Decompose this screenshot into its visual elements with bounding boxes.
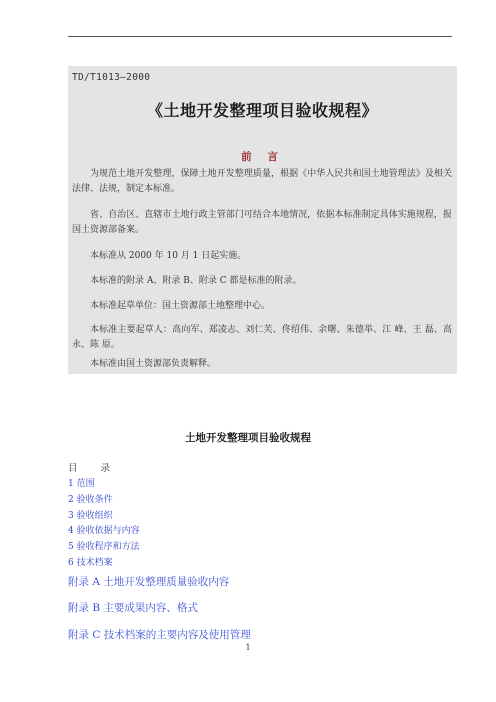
- foreword-paragraph: 为规范土地开发整理，保障土地开发整理质量，根据《中华人民共和国土地管理法》及相关法律、法规，制定本标准。: [72, 169, 452, 194]
- foreword-paragraph: 本标准主要起草人：高向军、郑凌志、刘仁芙、佟绍伟、余曙、朱德举、江 峰、王 磊、高 永、陈 原。: [72, 325, 452, 350]
- toc-link-appendix-c[interactable]: 附录 C 技术档案的主要内容及使用管理: [68, 629, 251, 641]
- toc-link-conditions[interactable]: 2 验收条件: [68, 495, 113, 505]
- toc-link-scope[interactable]: 1 范围: [68, 479, 95, 489]
- foreword-paragraph: 省、自治区、直辖市土地行政主管部门可结合本地情况，依据本标准制定具体实施规程，报国土资源部备案。: [72, 210, 452, 235]
- top-rule: [68, 36, 452, 37]
- toc-link-basis-content[interactable]: 4 验收依据与内容: [68, 526, 140, 536]
- foreword-block: [68, 66, 457, 374]
- page-number: 1: [245, 643, 251, 652]
- toc-link-archives[interactable]: 6 技术档案: [68, 558, 113, 568]
- toc-link-appendix-a[interactable]: 附录 A 土地开发整理质量验收内容: [68, 576, 230, 588]
- foreword-paragraph: 本标准起草单位：国土资源部土地整理中心。: [90, 301, 271, 311]
- foreword-paragraph: 本标准由国土资源部负责解释。: [90, 359, 217, 369]
- toc-link-appendix-b[interactable]: 附录 B 主要成果内容、格式: [68, 602, 198, 614]
- document-title: 《土地开发整理项目验收规程》: [146, 101, 378, 120]
- section-title: 土地开发整理项目验收规程: [185, 432, 311, 444]
- foreword-paragraph: 本标准从 2000 年 10 月 1 日起实施。: [90, 251, 247, 261]
- standard-code: TD/T1013—2000: [72, 72, 151, 83]
- toc-heading: 目 录: [68, 463, 121, 474]
- toc-link-procedure[interactable]: 5 验收程序和方法: [68, 542, 140, 552]
- toc-link-organization[interactable]: 3 验收组织: [68, 511, 113, 521]
- foreword-heading: 前 言: [241, 151, 284, 163]
- foreword-paragraph: 本标准的附录 A、附录 B、附录 C 都是标准的附录。: [90, 276, 302, 286]
